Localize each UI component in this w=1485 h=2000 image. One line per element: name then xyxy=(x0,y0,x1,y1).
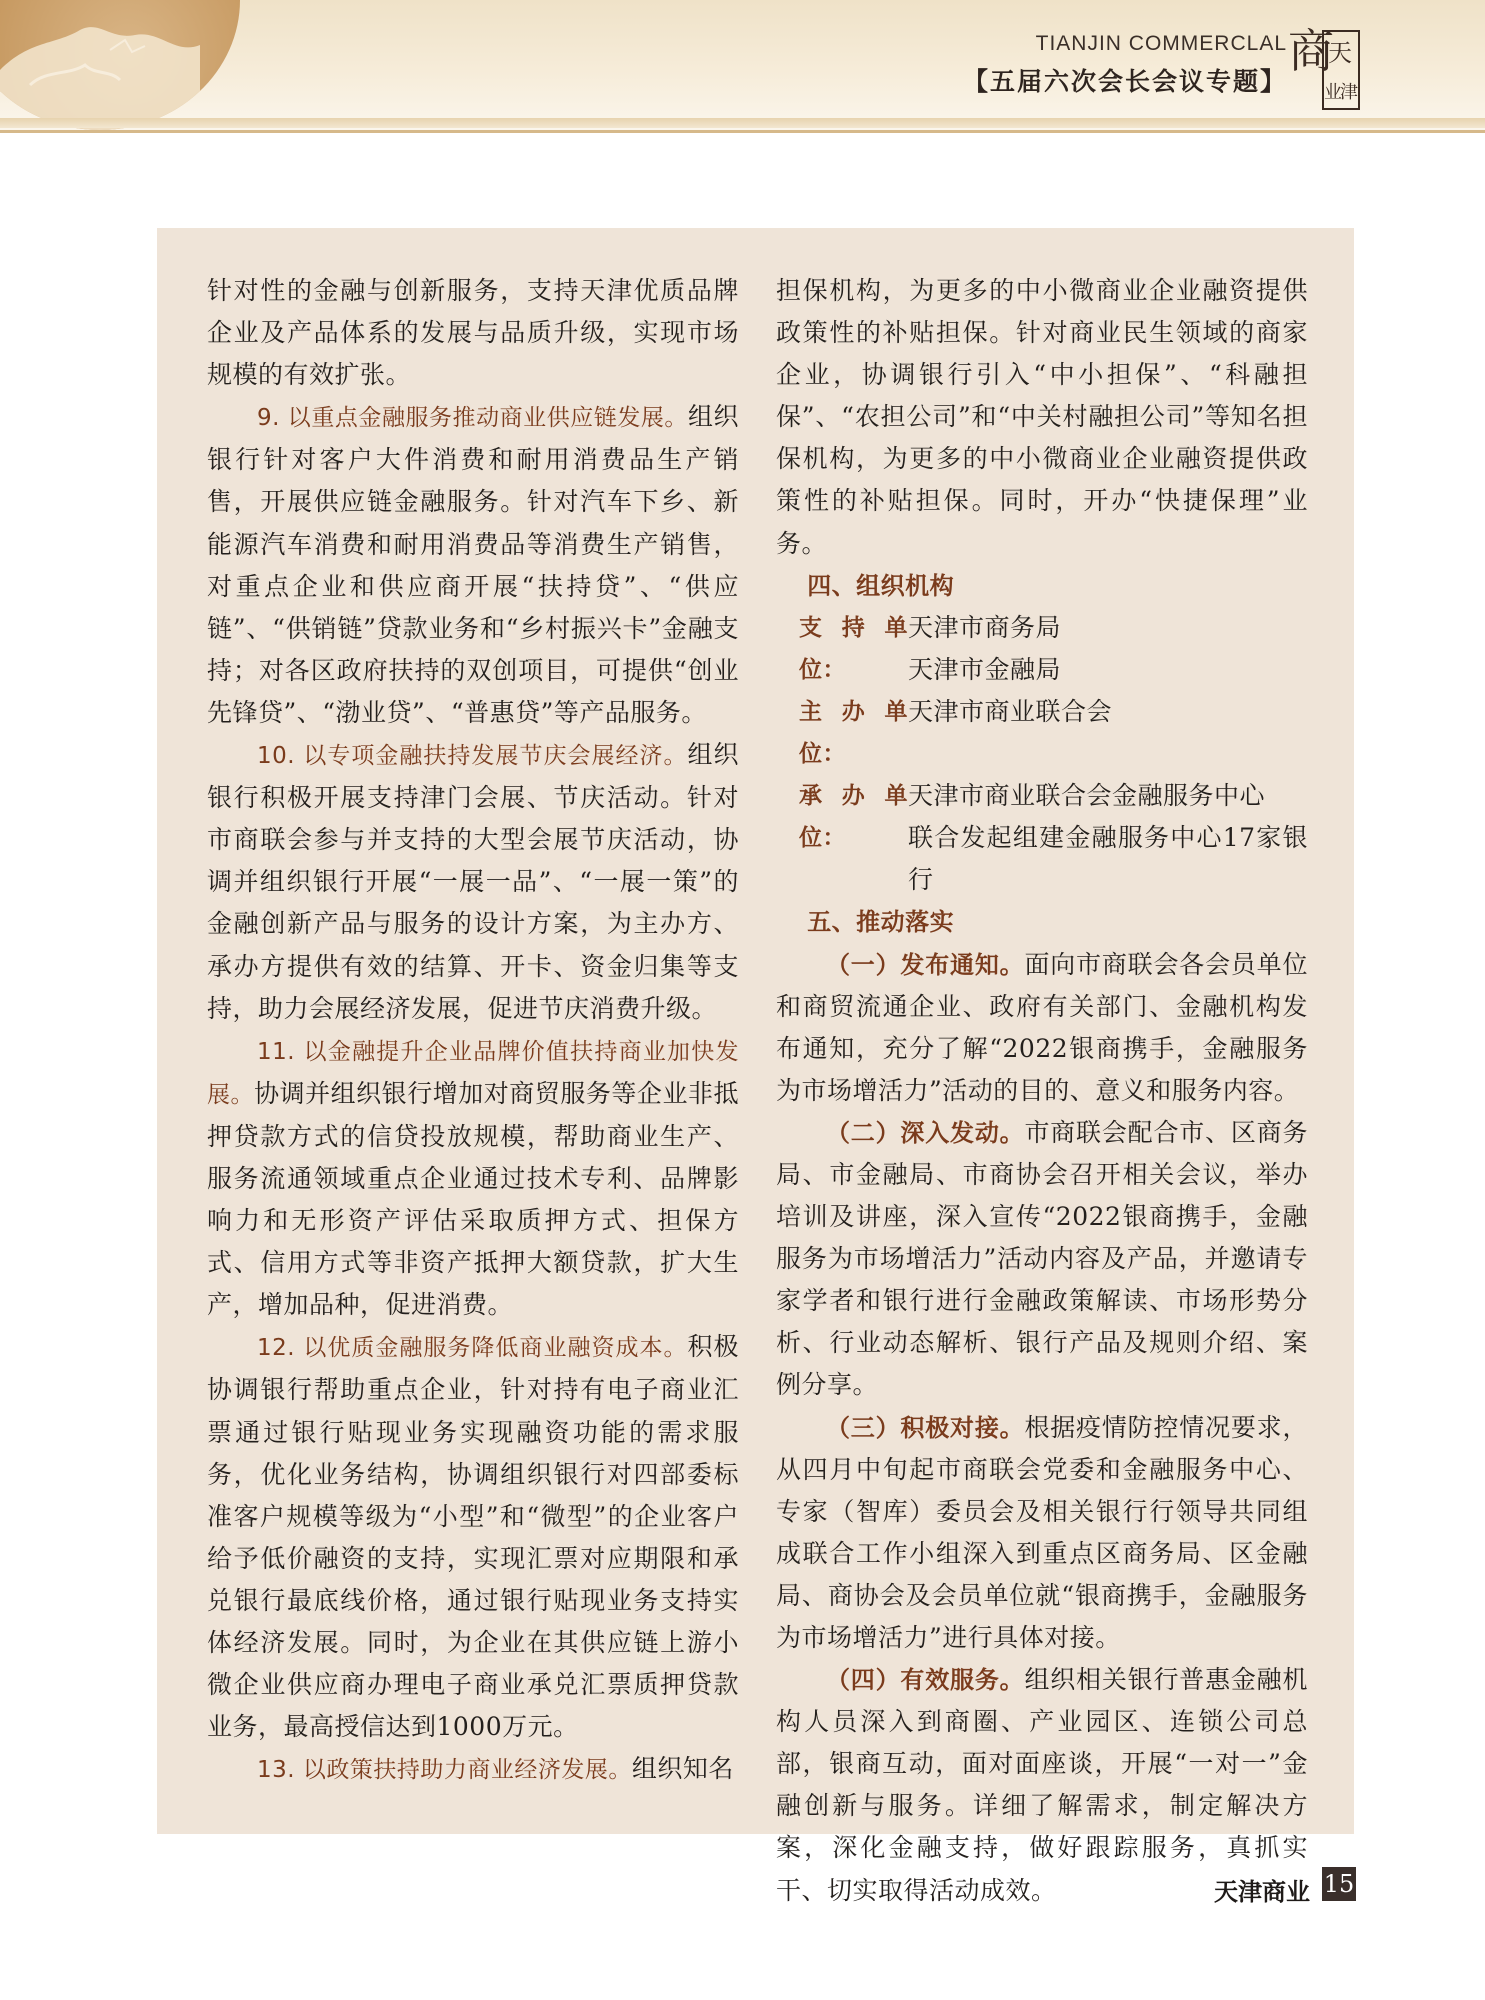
item-12 xyxy=(207,1326,739,1748)
footer-magazine-title: 天津商业 xyxy=(1214,1878,1310,1906)
item-10-body: 组织银行积极开展支持津门会展、节庆活动。针对市商联会参与并支持的大型会展节庆活动，协调并组织银行开展“一展一品”、“一展一策”的金融创新产品与服务的设计方案，为主办方、承办方提供有效的结算、开卡、资金归集等支持，助力会展经济发展，促进节庆消费升级。 xyxy=(207,740,739,1023)
org-support-row xyxy=(776,607,1308,691)
item-13-lead: 13. 以政策扶持助力商业经济发展。 xyxy=(257,1757,632,1784)
item-13-body: 组织知名 xyxy=(631,1754,734,1784)
subsection-1 xyxy=(776,944,1308,1112)
paragraph-continued: 针对性的金融与创新服务，支持天津优质品牌企业及产品体系的发展与品质升级，实现市场规模的有效扩张。 xyxy=(207,276,739,390)
logo-tian-char: 天 xyxy=(1328,39,1352,67)
item-9-body: 组织银行针对客户大件消费和耐用消费品生产销售，开展供应链金融服务。针对汽车下乡、新能源汽车消费和耐用消费品等消费生产销售，对重点企业和供应商开展“扶持贷”、“供应链”、“供销链”贷款业务和“乡村振兴卡”金融支持；对各区政府扶持的双创项目，可提供“创业先锋贷”、“渤业贷”、“普惠贷”等产品服务。 xyxy=(207,402,739,727)
magazine-logo xyxy=(1288,26,1360,116)
item-12-lead: 12. 以优质金融服务降低商业融资成本。 xyxy=(257,1335,688,1362)
org-host-1: 天津市商业联合会 xyxy=(908,696,1113,726)
org-organizer-1: 天津市商业联合会金融服务中心 xyxy=(908,781,1266,811)
item-10 xyxy=(207,734,739,1030)
org-host-label: 主办单位： xyxy=(799,698,908,768)
org-organizer-values xyxy=(908,775,1308,901)
page-header xyxy=(0,0,1485,133)
org-organizer-row xyxy=(776,775,1308,901)
globe-decoration-icon xyxy=(0,0,240,130)
org-support-2: 天津市金融局 xyxy=(908,654,1062,684)
subsection-3-body: 根据疫情防控情况要求，从四月中旬起市商联会党委和金融服务中心、专家（智库）委员会及相关银行行领导共同组成联合工作小组深入到重点区商务局、区金融局、商协会及会员单位就“银商携手，金融服务为市场增活力”进行具体对接。 xyxy=(776,1412,1308,1652)
org-support-label: 支持单位： xyxy=(799,614,908,683)
item-11 xyxy=(207,1030,739,1327)
issue-topic: 【五届六次会长会议专题】 xyxy=(962,67,1287,96)
left-column xyxy=(207,270,739,1791)
subsection-1-body: 面向市商联会各会员单位和商贸流通企业、政府有关部门、金融机构发布通知，充分了解“2022银商携手，金融服务为市场增活力”活动的目的、意义和服务内容。 xyxy=(776,949,1308,1105)
header-strip xyxy=(0,118,1485,128)
item-13 xyxy=(207,1748,739,1791)
item-12-body: 积极协调银行帮助重点企业，针对持有电子商业汇票通过银行贴现业务实现融资功能的需求服务，优化业务结构，协调组织银行对四部委标准客户规模等级为“小型”和“微型”的企业客户给予低价融资的支持，实现汇票对应期限和承兑银行最底线价格，通过银行贴现业务支持实体经济发展。同时，为企业在其供应链上游小微企业供应商办理电子商业承兑汇票质押贷款业务，最高授信达到1000万元。 xyxy=(207,1332,739,1742)
subsection-1-lead: （一）发布通知。 xyxy=(826,950,1025,979)
subsection-4-lead: （四）有效服务。 xyxy=(826,1666,1025,1695)
org-organizer-label: 承办单位： xyxy=(799,783,908,852)
item-11-lead: 11. 以金融提升企业品牌价值扶持商业加快发展。 xyxy=(207,1038,739,1108)
logo-yejin-chars: 业津 xyxy=(1324,82,1356,103)
subsection-2-body: 市商联会配合市、区商务局、市金融局、市商协会召开相关会议，举办培训及讲座，深入宣传“2022银商携手，金融服务为市场增活力”活动内容及产品，并邀请专家学者和银行进行金融政策解读、市场形势分析、行业动态解析、银行产品及规则介绍、案例分享。 xyxy=(776,1117,1308,1400)
page-number: 15 xyxy=(1322,1867,1356,1901)
logo-shang-char: 商 xyxy=(1288,24,1334,78)
subsection-3 xyxy=(776,1407,1308,1660)
org-support-values xyxy=(908,607,1308,691)
paragraph-continued-right: 担保机构，为更多的中小微商业企业融资提供政策性的补贴担保。针对商业民生领域的商家企业，协调银行引入“中小担保”、“科融担保”、“农担公司”和“中关村融担公司”等知名担保机构，为更多的中小微商业企业融资提供政策性的补贴担保。同时，开办“快捷保理”业务。 xyxy=(776,276,1308,558)
subsection-2-lead: （二）深入发动。 xyxy=(826,1118,1025,1147)
subsection-4-body: 组织相关银行普惠金融机构人员深入到商圈、产业园区、连锁公司总部，银商互动，面对面座谈，开展“一对一”金融创新与服务。详细了解需求，制定解决方案，深化金融支持，做好跟踪服务，真抓实干、切实取得活动成效。 xyxy=(776,1665,1308,1905)
org-host-values xyxy=(908,691,1308,775)
org-host-row xyxy=(776,691,1308,775)
subsection-2 xyxy=(776,1112,1308,1407)
org-support-1: 天津市商务局 xyxy=(908,612,1062,642)
item-11-body: 协调并组织银行增加对商贸服务等企业非抵押贷款方式的信贷投放规模，帮助商业生产、服务流通领域重点企业通过技术专利、品牌影响力和无形资产评估采取质押方式、担保方式、信用方式等非资产抵押大额贷款，扩大生产，增加品种，促进消费。 xyxy=(207,1078,740,1320)
subsection-3-lead: （三）积极对接。 xyxy=(826,1413,1025,1442)
item-10-lead: 10. 以专项金融扶持发展节庆会展经济。 xyxy=(257,743,688,770)
right-column xyxy=(776,270,1308,1912)
section-4-heading: 四、组织机构 xyxy=(807,571,955,600)
magazine-english-name: TIANJIN COMMERCLAL xyxy=(1035,32,1287,55)
item-9-lead: 9. 以重点金融服务推动商业供应链发展。 xyxy=(257,405,688,432)
org-organizer-2: 联合发起组建金融服务中心17家银行 xyxy=(908,823,1308,895)
section-5-heading: 五、推动落实 xyxy=(807,908,955,937)
item-9 xyxy=(207,396,739,734)
